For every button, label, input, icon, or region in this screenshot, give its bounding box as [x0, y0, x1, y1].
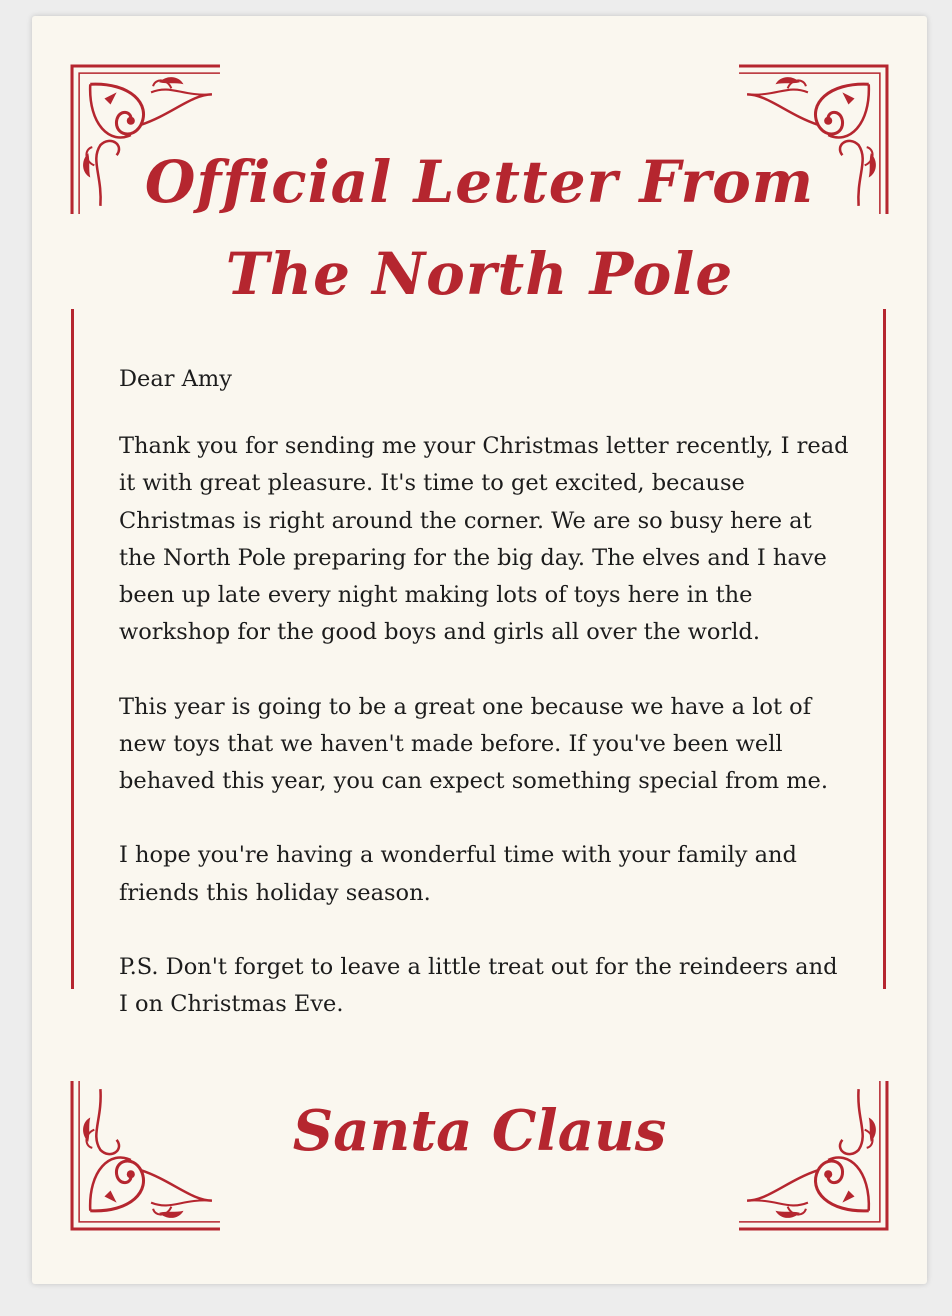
- title-line-1: Official Letter From: [144, 148, 815, 216]
- letter-page: [32, 16, 927, 1284]
- right-border-rule: [883, 309, 886, 989]
- letter-title: [32, 136, 927, 320]
- paragraph-3: I hope you're having a wonderful time with your family and friends this holiday season.: [119, 842, 797, 906]
- paragraph-1: Thank you for sending me your Christmas letter recently, I read it with great pleasure. It's time to get excited, because Christmas is right around the corner. We are so busy here at the North Pole preparing for the big day. The elves and I have been up late every night making lots of toys here in the workshop for the good boys and girls all over the world.: [119, 433, 849, 646]
- postscript: P.S. Don't forget to leave a little treat out for the reindeers and I on Christmas Eve.: [119, 954, 838, 1018]
- greeting: Dear Amy: [119, 366, 232, 392]
- letter-body: [119, 361, 849, 1061]
- title-line-2: The North Pole: [225, 240, 734, 308]
- paragraph-2: This year is going to be a great one because we have a lot of new toys that we haven't made before. If you've been well behaved this year, you can expect something special from me.: [119, 693, 829, 795]
- signature: Santa Claus: [292, 1098, 667, 1164]
- left-border-rule: [71, 309, 74, 989]
